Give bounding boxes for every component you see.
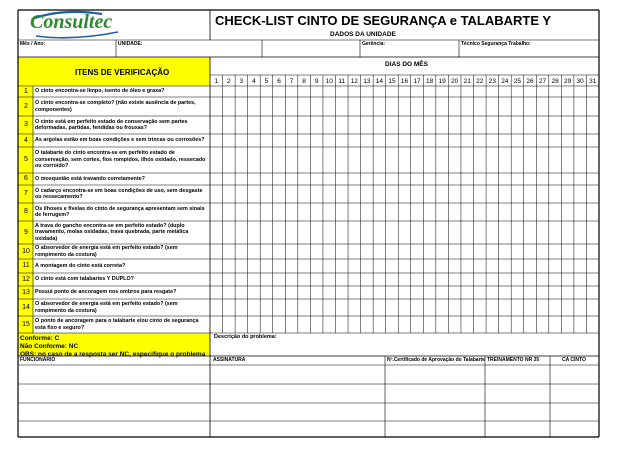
day-number-21: 21 (463, 78, 471, 85)
day-number-3: 3 (239, 78, 244, 85)
day-number-11: 11 (338, 78, 346, 85)
itens-verificacao-title: ITENS DE VERIFICAÇÃO (75, 68, 170, 77)
legend-nao-conforme: Não Conforme: NC (20, 343, 79, 350)
item-number: 3 (24, 121, 28, 128)
item-number: 13 (22, 288, 30, 296)
legend-conforme: Conforme: C (20, 335, 60, 342)
item-number: 8 (24, 208, 28, 215)
day-number-28: 28 (551, 78, 559, 85)
item-number: 14 (22, 303, 30, 311)
gerencia-label: Gerência: (362, 41, 386, 47)
item-question: Possui ponto de ancoragem nos ombros para resgate? (35, 289, 177, 296)
funcionario-header: FUNCIONÁRIO (20, 357, 56, 363)
item-question: O cadarço encontra-se em boas condições de uso, sem desgaste ou ressecamento? (35, 187, 203, 200)
day-number-13: 13 (363, 78, 371, 85)
day-number-22: 22 (476, 78, 484, 85)
company-logo (22, 10, 142, 40)
day-number-14: 14 (375, 78, 384, 85)
item-number: 10 (22, 247, 30, 255)
legend-obs: OBS: no caso de a resposta ser NC, especifique o problema (20, 351, 206, 358)
day-number-19: 19 (438, 78, 446, 85)
day-number-18: 18 (425, 78, 434, 85)
item-number: 12 (22, 275, 30, 283)
day-number-6: 6 (277, 78, 281, 85)
item-question: Os ilhoses e fivelas do cinto de segurança apresentam sem sinais de ferrugem? (35, 205, 205, 218)
item-question: A trava do gancho encontra-se em perfeito estado? (duplo travamento, molas oxidadas, trava quebrada, parte metálica oxidada) (35, 222, 189, 242)
item-question: O absorvedor de energia está em perfeito estado? (sem rompimento da costura) (35, 245, 178, 258)
item-number: 11 (22, 262, 30, 269)
day-number-23: 23 (488, 78, 496, 85)
item-question: O cinto encontra-se completo? (não existe ausência de partes, componentes) (35, 100, 196, 113)
item-question: O ponto de ancoragem para o talabarte e/ou cinto de segurança esta fixo e seguro? (35, 318, 199, 331)
item-question: As argolas estão em boas condições e sem trincas ou corrosões? (35, 137, 205, 144)
day-number-30: 30 (576, 78, 584, 85)
item-number: 1 (24, 87, 28, 95)
item-number: 15 (22, 320, 30, 328)
item-number: 4 (24, 136, 28, 144)
item-question: O cinto encontra-se limpo, isento de óleo e graxa? (35, 88, 165, 95)
item-question: O absorvedor de energia está em perfeito estado? (sem rompimento da costura) (35, 301, 178, 314)
day-number-10: 10 (325, 78, 333, 85)
ca-cinto-header: CA CINTO (562, 357, 586, 363)
day-number-16: 16 (400, 78, 409, 85)
descricao-problema-label: Descrição do problema: (214, 334, 277, 340)
day-number-24: 24 (501, 78, 509, 85)
dias-mes-title: DIAS DO MÊS (385, 61, 428, 68)
item-number: 5 (24, 156, 28, 163)
day-number-1: 1 (214, 78, 219, 85)
item-number: 9 (24, 228, 28, 236)
certificado-header: Nº.Certificado de Aprovação do Talabarte (387, 357, 485, 363)
day-number-17: 17 (413, 78, 421, 85)
item-question: A montagem do cinto está correta? (35, 262, 126, 269)
mes-ano-label: Mês / Ano: (20, 41, 46, 47)
day-number-12: 12 (350, 78, 358, 85)
day-number-31: 31 (589, 78, 597, 85)
assinatura-header: ASSINATURA (213, 357, 246, 363)
item-question: O cinto está com talabartes Y DUPLO? (35, 276, 134, 283)
item-number: 7 (24, 190, 28, 197)
day-number-2: 2 (227, 78, 231, 85)
logo-text: Consultec (30, 11, 113, 33)
day-number-4: 4 (252, 78, 256, 85)
item-number: 6 (24, 175, 28, 182)
day-number-8: 8 (302, 78, 306, 85)
item-question: O mosquetão está travando corretamente? (35, 175, 145, 182)
day-number-29: 29 (564, 78, 572, 85)
page-title: CHECK-LIST CINTO DE SEGURANÇA e TALABARTE Y (215, 13, 552, 28)
day-number-7: 7 (289, 78, 294, 85)
day-number-27: 27 (538, 78, 547, 85)
day-number-5: 5 (264, 78, 269, 85)
day-number-26: 26 (526, 78, 534, 85)
tecnico-label: Técnico Segurança Trabalho: (461, 41, 531, 47)
unidade-label: UNIDADE: (118, 41, 143, 47)
item-question: O talabarte do cinto encontra-se em perfeito estado de conservação, sem cortes, fios rompidos, ilhós oxidado, ressecado ou corroído? (35, 150, 206, 170)
day-number-20: 20 (451, 78, 459, 85)
treinamento-header: TREINAMENTO NR 35 (487, 357, 540, 363)
day-number-15: 15 (388, 78, 396, 85)
item-question: O cinto está em perfeito estado de conservação sem partes deformadas, partidas, fendidas ou frouxas? (35, 118, 188, 131)
day-number-25: 25 (513, 78, 522, 85)
day-number-9: 9 (314, 78, 319, 85)
item-number: 2 (24, 102, 28, 110)
dados-unidade-label: DADOS DA UNIDADE (330, 31, 396, 38)
